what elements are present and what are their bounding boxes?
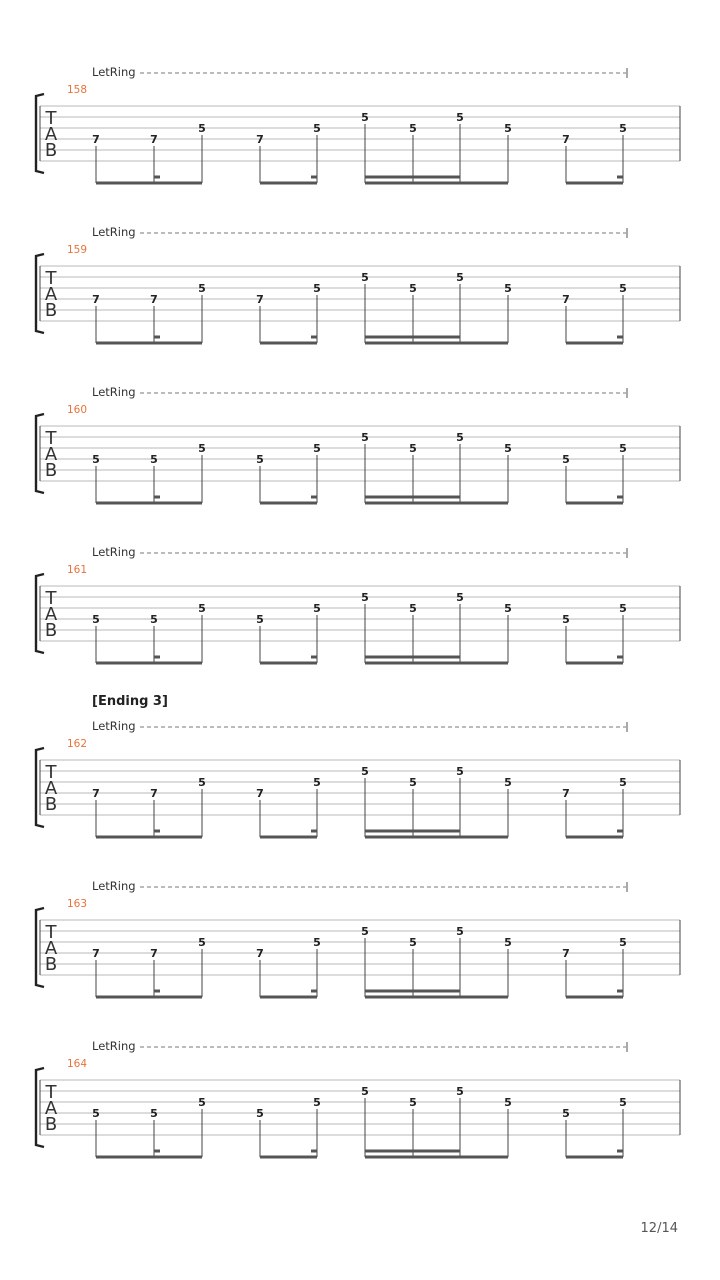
measure-number: 162 [67, 738, 88, 750]
fret-number: 5 [562, 613, 570, 626]
letring-label: LetRing [92, 385, 136, 399]
fret-number: 5 [92, 1107, 100, 1120]
primary-beam [260, 182, 317, 185]
fret-number: 5 [504, 1096, 512, 1109]
primary-beam [365, 502, 508, 505]
fret-number: 5 [256, 453, 264, 466]
fret-number: 5 [198, 776, 206, 789]
fret-number: 5 [150, 613, 158, 626]
secondary-beam [365, 830, 460, 833]
fret-number: 5 [456, 431, 464, 444]
primary-beam [365, 996, 508, 999]
tab-clef-letter: B [44, 620, 58, 641]
tab-clef-letter: B [44, 300, 58, 321]
secondary-beam-stub [617, 1150, 623, 1153]
fret-number: 5 [456, 591, 464, 604]
fret-number: 7 [92, 787, 100, 800]
fret-number: 5 [313, 282, 321, 295]
secondary-beam-stub [311, 1150, 317, 1153]
secondary-beam-stub [154, 656, 160, 659]
fret-number: 7 [562, 293, 570, 306]
tab-clef-letter: T [45, 588, 57, 609]
tab-clef-letter: T [45, 428, 57, 449]
secondary-beam-stub [311, 176, 317, 179]
tab-clef-letter: A [44, 1098, 58, 1119]
fret-number: 5 [361, 591, 369, 604]
measure-number: 159 [67, 244, 88, 256]
secondary-beam-stub [311, 830, 317, 833]
fret-number: 5 [256, 1107, 264, 1120]
primary-beam [365, 1156, 508, 1159]
primary-beam [260, 996, 317, 999]
secondary-beam-stub [311, 496, 317, 499]
fret-number: 7 [92, 947, 100, 960]
secondary-beam-stub [311, 656, 317, 659]
fret-number: 5 [456, 111, 464, 124]
measure-number: 164 [67, 1058, 88, 1070]
tab-clef-letter: A [44, 938, 58, 959]
secondary-beam-stub [154, 830, 160, 833]
fret-number: 7 [92, 293, 100, 306]
secondary-beam-stub [617, 990, 623, 993]
fret-number: 7 [150, 947, 158, 960]
letring-label: LetRing [92, 225, 136, 239]
fret-number: 5 [198, 936, 206, 949]
letring-label: LetRing [92, 65, 136, 79]
fret-number: 5 [361, 1085, 369, 1098]
fret-number: 5 [313, 602, 321, 615]
secondary-beam [365, 1150, 460, 1153]
tab-clef-letter: A [44, 124, 58, 145]
fret-number: 5 [504, 282, 512, 295]
fret-number: 5 [504, 442, 512, 455]
primary-beam [96, 502, 202, 505]
primary-beam [96, 662, 202, 665]
primary-beam [566, 182, 623, 185]
primary-beam [365, 342, 508, 345]
tab-clef-letter: T [45, 108, 57, 129]
fret-number: 5 [409, 936, 417, 949]
tab-clef-letter: A [44, 604, 58, 625]
fret-number: 7 [150, 787, 158, 800]
measure-number: 161 [67, 564, 88, 576]
secondary-beam-stub [154, 1150, 160, 1153]
fret-number: 7 [150, 293, 158, 306]
fret-number: 5 [150, 1107, 158, 1120]
primary-beam [365, 836, 508, 839]
fret-number: 5 [456, 925, 464, 938]
fret-number: 5 [313, 936, 321, 949]
secondary-beam-stub [154, 336, 160, 339]
fret-number: 7 [562, 787, 570, 800]
primary-beam [96, 182, 202, 185]
secondary-beam-stub [617, 336, 623, 339]
fret-number: 5 [198, 602, 206, 615]
measure-number: 160 [67, 404, 88, 416]
fret-number: 5 [409, 282, 417, 295]
page-number: 12/14 [640, 1221, 678, 1236]
fret-number: 7 [562, 133, 570, 146]
primary-beam [260, 662, 317, 665]
letring-label: LetRing [92, 545, 136, 559]
primary-beam [260, 502, 317, 505]
fret-number: 7 [562, 947, 570, 960]
fret-number: 5 [198, 442, 206, 455]
fret-number: 5 [409, 122, 417, 135]
fret-number: 5 [198, 122, 206, 135]
tab-clef-letter: B [44, 140, 58, 161]
fret-number: 5 [504, 936, 512, 949]
tab-clef-letter: T [45, 268, 57, 289]
secondary-beam-stub [617, 176, 623, 179]
measure-number: 158 [67, 84, 88, 96]
tab-clef-letter: A [44, 778, 58, 799]
fret-number: 7 [92, 133, 100, 146]
fret-number: 5 [92, 613, 100, 626]
fret-number: 5 [92, 453, 100, 466]
fret-number: 5 [256, 613, 264, 626]
fret-number: 5 [361, 925, 369, 938]
fret-number: 5 [619, 442, 627, 455]
fret-number: 5 [361, 111, 369, 124]
fret-number: 7 [150, 133, 158, 146]
secondary-beam-stub [617, 656, 623, 659]
primary-beam [566, 836, 623, 839]
tab-clef-letter: A [44, 444, 58, 465]
fret-number: 5 [313, 122, 321, 135]
letring-label: LetRing [92, 879, 136, 893]
fret-number: 5 [456, 765, 464, 778]
secondary-beam [365, 176, 460, 179]
primary-beam [96, 1156, 202, 1159]
fret-number: 5 [619, 776, 627, 789]
fret-number: 5 [361, 765, 369, 778]
fret-number: 7 [256, 787, 264, 800]
fret-number: 5 [619, 1096, 627, 1109]
secondary-beam-stub [154, 176, 160, 179]
secondary-beam-stub [154, 496, 160, 499]
tab-clef-letter: B [44, 460, 58, 481]
fret-number: 7 [256, 133, 264, 146]
fret-number: 5 [409, 602, 417, 615]
fret-number: 5 [361, 431, 369, 444]
fret-number: 5 [313, 1096, 321, 1109]
fret-number: 5 [562, 1107, 570, 1120]
secondary-beam [365, 496, 460, 499]
tab-clef-letter: B [44, 1114, 58, 1135]
fret-number: 5 [504, 776, 512, 789]
primary-beam [260, 836, 317, 839]
secondary-beam-stub [154, 990, 160, 993]
tab-clef-letter: B [44, 794, 58, 815]
measure-number: 163 [67, 898, 88, 910]
tab-clef-letter: B [44, 954, 58, 975]
fret-number: 5 [562, 453, 570, 466]
fret-number: 5 [409, 442, 417, 455]
primary-beam [365, 182, 508, 185]
secondary-beam [365, 336, 460, 339]
fret-number: 5 [409, 1096, 417, 1109]
fret-number: 5 [313, 442, 321, 455]
primary-beam [260, 1156, 317, 1159]
fret-number: 5 [504, 602, 512, 615]
fret-number: 5 [150, 453, 158, 466]
secondary-beam-stub [311, 990, 317, 993]
fret-number: 5 [504, 122, 512, 135]
fret-number: 5 [619, 122, 627, 135]
fret-number: 5 [198, 282, 206, 295]
primary-beam [566, 502, 623, 505]
tab-clef-letter: T [45, 762, 57, 783]
fret-number: 5 [409, 776, 417, 789]
fret-number: 5 [619, 936, 627, 949]
fret-number: 5 [619, 602, 627, 615]
fret-number: 5 [619, 282, 627, 295]
primary-beam [566, 342, 623, 345]
secondary-beam-stub [617, 496, 623, 499]
primary-beam [96, 342, 202, 345]
letring-label: LetRing [92, 719, 136, 733]
fret-number: 7 [256, 947, 264, 960]
tab-clef-letter: T [45, 922, 57, 943]
primary-beam [566, 996, 623, 999]
primary-beam [566, 662, 623, 665]
fret-number: 5 [313, 776, 321, 789]
primary-beam [566, 1156, 623, 1159]
ending-label: [Ending 3] [92, 694, 168, 709]
tab-clef-letter: T [45, 1082, 57, 1103]
secondary-beam-stub [617, 830, 623, 833]
secondary-beam [365, 990, 460, 993]
primary-beam [365, 662, 508, 665]
fret-number: 7 [256, 293, 264, 306]
primary-beam [96, 836, 202, 839]
letring-label: LetRing [92, 1039, 136, 1053]
secondary-beam [365, 656, 460, 659]
primary-beam [96, 996, 202, 999]
fret-number: 5 [456, 1085, 464, 1098]
tab-clef-letter: A [44, 284, 58, 305]
fret-number: 5 [198, 1096, 206, 1109]
secondary-beam-stub [311, 336, 317, 339]
fret-number: 5 [456, 271, 464, 284]
fret-number: 5 [361, 271, 369, 284]
primary-beam [260, 342, 317, 345]
